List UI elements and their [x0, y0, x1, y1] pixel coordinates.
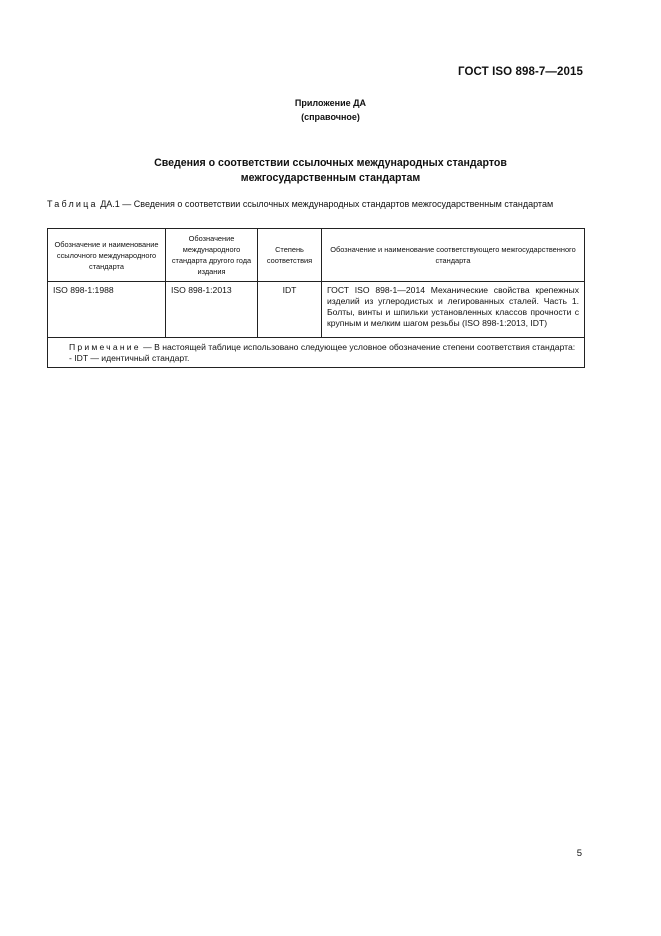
- note-item: - IDT — идентичный стандарт.: [69, 353, 190, 363]
- annex-heading: [0, 156, 661, 186]
- cell-other-year: ISO 898-1:2013: [166, 282, 258, 338]
- annex-heading-line-1: Сведения о соответствии ссылочных международных стандартов: [154, 157, 507, 169]
- annex-header: [0, 96, 661, 124]
- annex-title: Приложение ДА: [294, 98, 367, 108]
- column-header-ref-standard: Обозначение и наименование ссылочного международного стандарта: [48, 229, 166, 282]
- column-header-other-year: Обозначение международного стандарта другого года издания: [166, 229, 258, 282]
- document-code: ГОСТ ISO 898-7—2015: [458, 66, 583, 78]
- cell-ref-standard: ISO 898-1:1988: [48, 282, 166, 338]
- page-number: 5: [576, 848, 582, 859]
- table-caption-label: Таблица: [47, 199, 98, 209]
- note-text: — В настоящей таблице использовано следующее условное обозначение степени соответствия стандарта:: [140, 342, 576, 352]
- table-caption-text: ДА.1 — Сведения о соответствии ссылочных международных стандартов межгосударственным стандартам: [97, 199, 554, 209]
- column-header-national-standard: Обозначение и наименование соответствующего межгосударственного стандарта: [322, 229, 585, 282]
- table-row: [48, 282, 585, 338]
- table-header-row: [48, 229, 585, 282]
- annex-heading-line-2: межгосударственным стандартам: [240, 172, 421, 184]
- note-label: Примечание: [69, 342, 141, 352]
- cell-national-standard: ГОСТ ISO 898-1—2014 Механические свойства крепежных изделий из углеродистых и легированных сталей. Часть 1. Болты, винты и шпильки установленных классов прочности с крупным и мелким шагом резьбы (ISO 898-1:2013, IDT): [322, 282, 585, 338]
- column-header-degree: Степень соответствия: [258, 229, 322, 282]
- table-note-row: [48, 338, 585, 368]
- table-caption: [47, 199, 584, 211]
- reference-standards-table: [47, 228, 585, 368]
- cell-degree: IDT: [258, 282, 322, 338]
- table-note: [48, 338, 585, 368]
- annex-subtitle: (справочное): [301, 112, 360, 122]
